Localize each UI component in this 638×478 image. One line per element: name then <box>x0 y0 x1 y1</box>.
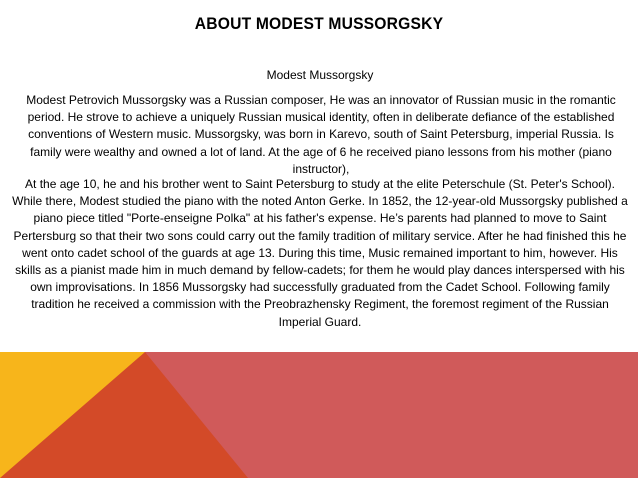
slide-title: ABOUT MODEST MUSSORGSKY <box>194 14 444 33</box>
slide-subtitle: Modest Mussorgsky <box>266 68 374 82</box>
decorative-color-band <box>0 352 638 478</box>
paragraph-education: At the age 10, he and his brother went to Saint Petersburg to study at the elite Peterschule (St. Peter's School). While there, Modest studied the piano with the noted Anton Gerke. In 1852, the 12-year-old Mussorgsky published a piano piece titled "Porte-enseigne Polka" at his father's expense. He’s parents had planned to move to Saint Pertersburg so that their two sons could carry out the family tradition of military service. After he had finished this he went onto cadet school of the guards at age 13. During this time, Music remained important to him, however. His skills as a pianist made him in much demand by fellow-cadets; for them he would play dances interspersed with his own improvisations. In 1856 Mussorgsky had successfully graduated from the Cadet School. Following family tradition he received a commission with the Preobrazhensky Regiment, the foremost regiment of the Russian Imperial Guard. <box>12 177 628 329</box>
paragraph-early-life: Modest Petrovich Mussorgsky was a Russian composer, He was an innovator of Russian music in the romantic period. He strove to achieve a uniquely Russian musical identity, often in deliberate defiance of the established conventions of Western music. Mussorgsky, was born in Karevo, south of Saint Petersburg, imperial Russia. Is family were wealthy and owned a lot of land. At the age of 6 he received piano lessons from his mother (piano instructor), <box>26 93 616 176</box>
